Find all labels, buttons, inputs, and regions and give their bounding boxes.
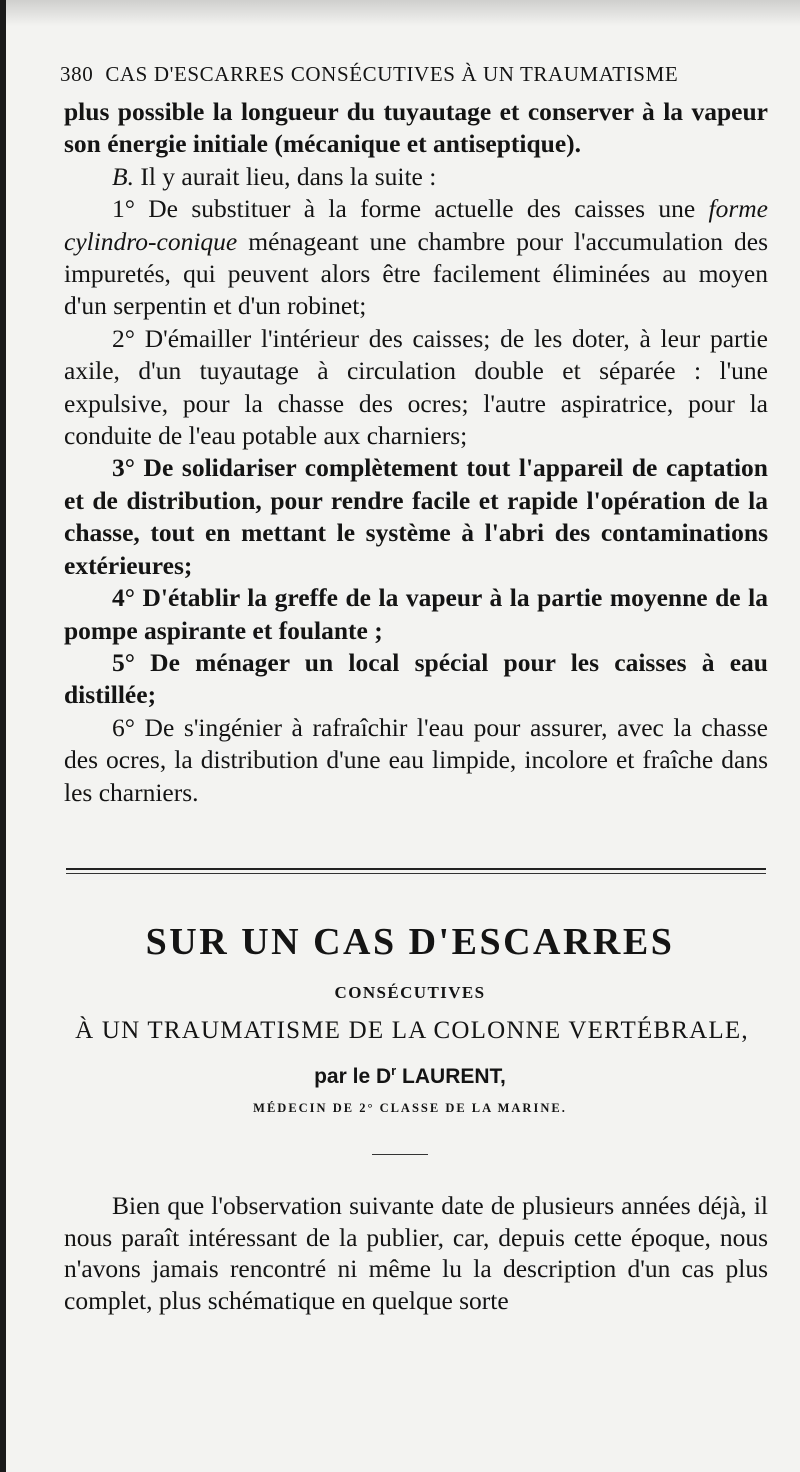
paragraph-b	[64, 161, 768, 193]
section-marker: B.	[112, 161, 134, 191]
intro-paragraph: Bien que l'observation suivante date de plusieurs années déjà, il nous paraît intéressant de la publier, car, depuis cette époque, nous n'avons jamais rencontré ni même lu la description d'un cas plus complet, plus schématique en quelque sorte	[64, 1191, 768, 1315]
list-item-1-text-b: ménageant une chambre pour l'accumulation des impuretés, qui peuvent alors être facilement éliminées au moyen d'un serpentin et d'un robinet;	[64, 226, 768, 321]
article-subtitle-line2: À UN TRAUMATISME DE LA COLONNE VERTÉBRALE,	[75, 1017, 749, 1044]
paragraph-b-text: Il y aurait lieu, dans la suite :	[133, 161, 437, 191]
list-item-1-text-a: De substituer à la forme actuelle des caisses une	[134, 194, 709, 224]
paragraph-continuation: plus possible la longueur du tuyautage et conserver à la vapeur son énergie initiale (mécanique et antiseptique).	[64, 97, 768, 159]
author-name: LAURENT,	[396, 1065, 506, 1088]
scan-shadow	[6, 0, 800, 26]
section-divider-thin	[66, 873, 766, 874]
author-prefix: par le D	[314, 1065, 392, 1088]
list-item-1	[64, 193, 768, 323]
body-text	[64, 96, 768, 809]
author-affiliation: MÉDECIN DE 2° CLASSE DE LA MARINE.	[253, 1101, 567, 1115]
running-title: CAS D'ESCARRES CONSÉCUTIVES À UN TRAUMATISME	[105, 62, 679, 86]
article-intro	[64, 1190, 768, 1316]
list-item-2: 2° D'émailler l'intérieur des caisses; de les doter, à leur partie axile, d'un tuyautage à circulation double et séparée : l'une expulsive, pour la chasse des ocres; l'autre aspiratrice, pour la conduite de l'eau potable aux charniers;	[64, 323, 768, 451]
page-number: 380	[60, 62, 94, 86]
author-line	[60, 1063, 760, 1089]
list-item-6: 6° De s'ingénier à rafraîchir l'eau pour assurer, avec la chasse des ocres, la distribution d'une eau limpide, incolore et fraîche dans les charniers.	[64, 712, 768, 807]
author-title-sup: r	[391, 1063, 397, 1078]
article-subtitle: CONSÉCUTIVES	[334, 983, 486, 1002]
list-item-4: 4° D'établir la greffe de la vapeur à la partie moyenne de la pompe aspirante et foulante ;	[64, 583, 768, 645]
section-divider	[66, 868, 766, 870]
running-header	[60, 62, 760, 90]
list-item-1-number: 1°	[112, 194, 135, 224]
list-item-3: 3° De solidariser complètement tout l'appareil de captation et de distribution, pour rendre facile et rapide l'opération de la chasse, tout en mettant le système à l'abri des contaminations extérieures;	[64, 453, 768, 580]
scan-edge	[0, 0, 6, 1472]
list-item-1-italic: forme cylindro-conique	[64, 194, 768, 256]
article-title: SUR UN CAS D'ESCARRES	[145, 921, 675, 963]
list-item-5: 5° De ménager un local spécial pour les caisses à eau distillée;	[64, 647, 768, 710]
short-divider	[372, 1154, 428, 1155]
